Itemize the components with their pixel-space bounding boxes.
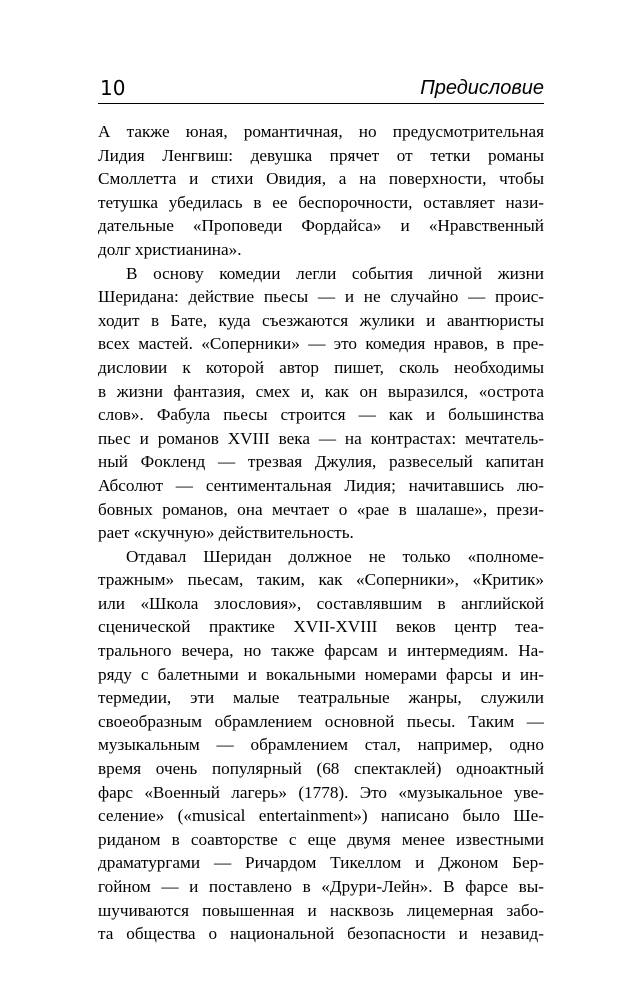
text-line: бовных романов, она мечтает о «рае в шалаше», прези-: [98, 499, 544, 519]
paragraph-2: [98, 262, 544, 545]
text-line: или «Школа злословия», составлявшим в английской: [98, 593, 544, 613]
text-line: Шеридана: действие пьесы — и не случайно — проис-: [98, 287, 544, 307]
text-line: селение» («musical entertainment») написано было Ше-: [98, 806, 544, 826]
text-line: тетушка убедилась в ее беспорочности, оставляет нази-: [98, 192, 544, 212]
text-line: Смоллетта и стихи Овидия, а на поверхности, чтобы: [98, 169, 544, 189]
running-header: [98, 74, 544, 104]
text-line: А также юная, романтичная, но предусмотрительная: [98, 122, 544, 141]
text-line: время очень популярный (68 спектаклей) одноактный: [98, 759, 544, 779]
text-line: трального вечера, но также фарсам и интермедиям. На-: [98, 641, 544, 661]
text-line: гойном — и поставлено в «Друри-Лейн». В фарсе вы-: [98, 877, 544, 896]
text-line: шучиваются повышенная и насквозь лицемерная забо-: [98, 900, 544, 920]
text-line: долг христианина».: [98, 239, 242, 259]
paragraph-1: [98, 120, 544, 262]
text-line: риданом в соавторстве с еще двумя менее известными: [98, 829, 544, 849]
text-line: рает «скучную» действительность.: [98, 523, 354, 543]
text-line: пьес и романов XVIII века — на контрастах: мечтатель-: [98, 428, 544, 448]
text-line: та общества о национальной безопасности и незавид-: [98, 924, 544, 944]
text-line: Лидия Ленгвиш: девушка прячет от тетки романы: [98, 145, 544, 165]
text-line: в жизни фантазия, смех и, как он выразился, «острота: [98, 381, 544, 401]
text-line: ный Фокленд — трезвая Джулия, развеселый капитан: [98, 452, 544, 472]
text-line: ряду с балетными и вокальными номерами фарсы и ин-: [98, 664, 544, 684]
running-title: Предисловие: [420, 77, 544, 99]
paragraph-3: [98, 545, 544, 946]
text-line: Отдавал Шеридан должное не только «полноме-: [126, 546, 544, 566]
text-line: тражным» пьесам, таким, как «Соперники», «Критик»: [98, 570, 544, 590]
text-line: термедии, эти малые театральные жанры, служили: [98, 688, 544, 708]
text-line: сценической практике XVII-XVIII веков центр теа-: [98, 617, 544, 637]
text-line: Абсолют — сентиментальная Лидия; начитавшись лю-: [98, 475, 544, 495]
page-number: 10: [100, 76, 126, 100]
text-line: дательные «Проповеди Фордайса» и «Нравственный: [98, 216, 544, 236]
text-line: ходит в Бате, куда съезжаются жулики и авантюристы: [98, 310, 544, 330]
header-rule: [98, 103, 544, 104]
text-line: фарс «Военный лагерь» (1778). Это «музыкальное уве-: [98, 782, 544, 802]
text-line: слов». Фабула пьесы строится — как и большинства: [98, 405, 544, 425]
text-line: музыкальным — обрамлением стал, например, одно: [98, 735, 544, 755]
body-text: [98, 120, 544, 946]
text-line: всех мастей. «Соперники» — это комедия нравов, в пре-: [98, 334, 544, 354]
text-line: дисловии к которой автор пишет, сколь необходимы: [98, 357, 544, 377]
text-line: своеобразным обрамлением основной пьесы. Таким —: [98, 711, 544, 731]
text-line: В основу комедии легли события личной жизни: [126, 263, 544, 283]
text-line: драматургами — Ричардом Тикеллом и Джоном Бер-: [98, 853, 544, 873]
